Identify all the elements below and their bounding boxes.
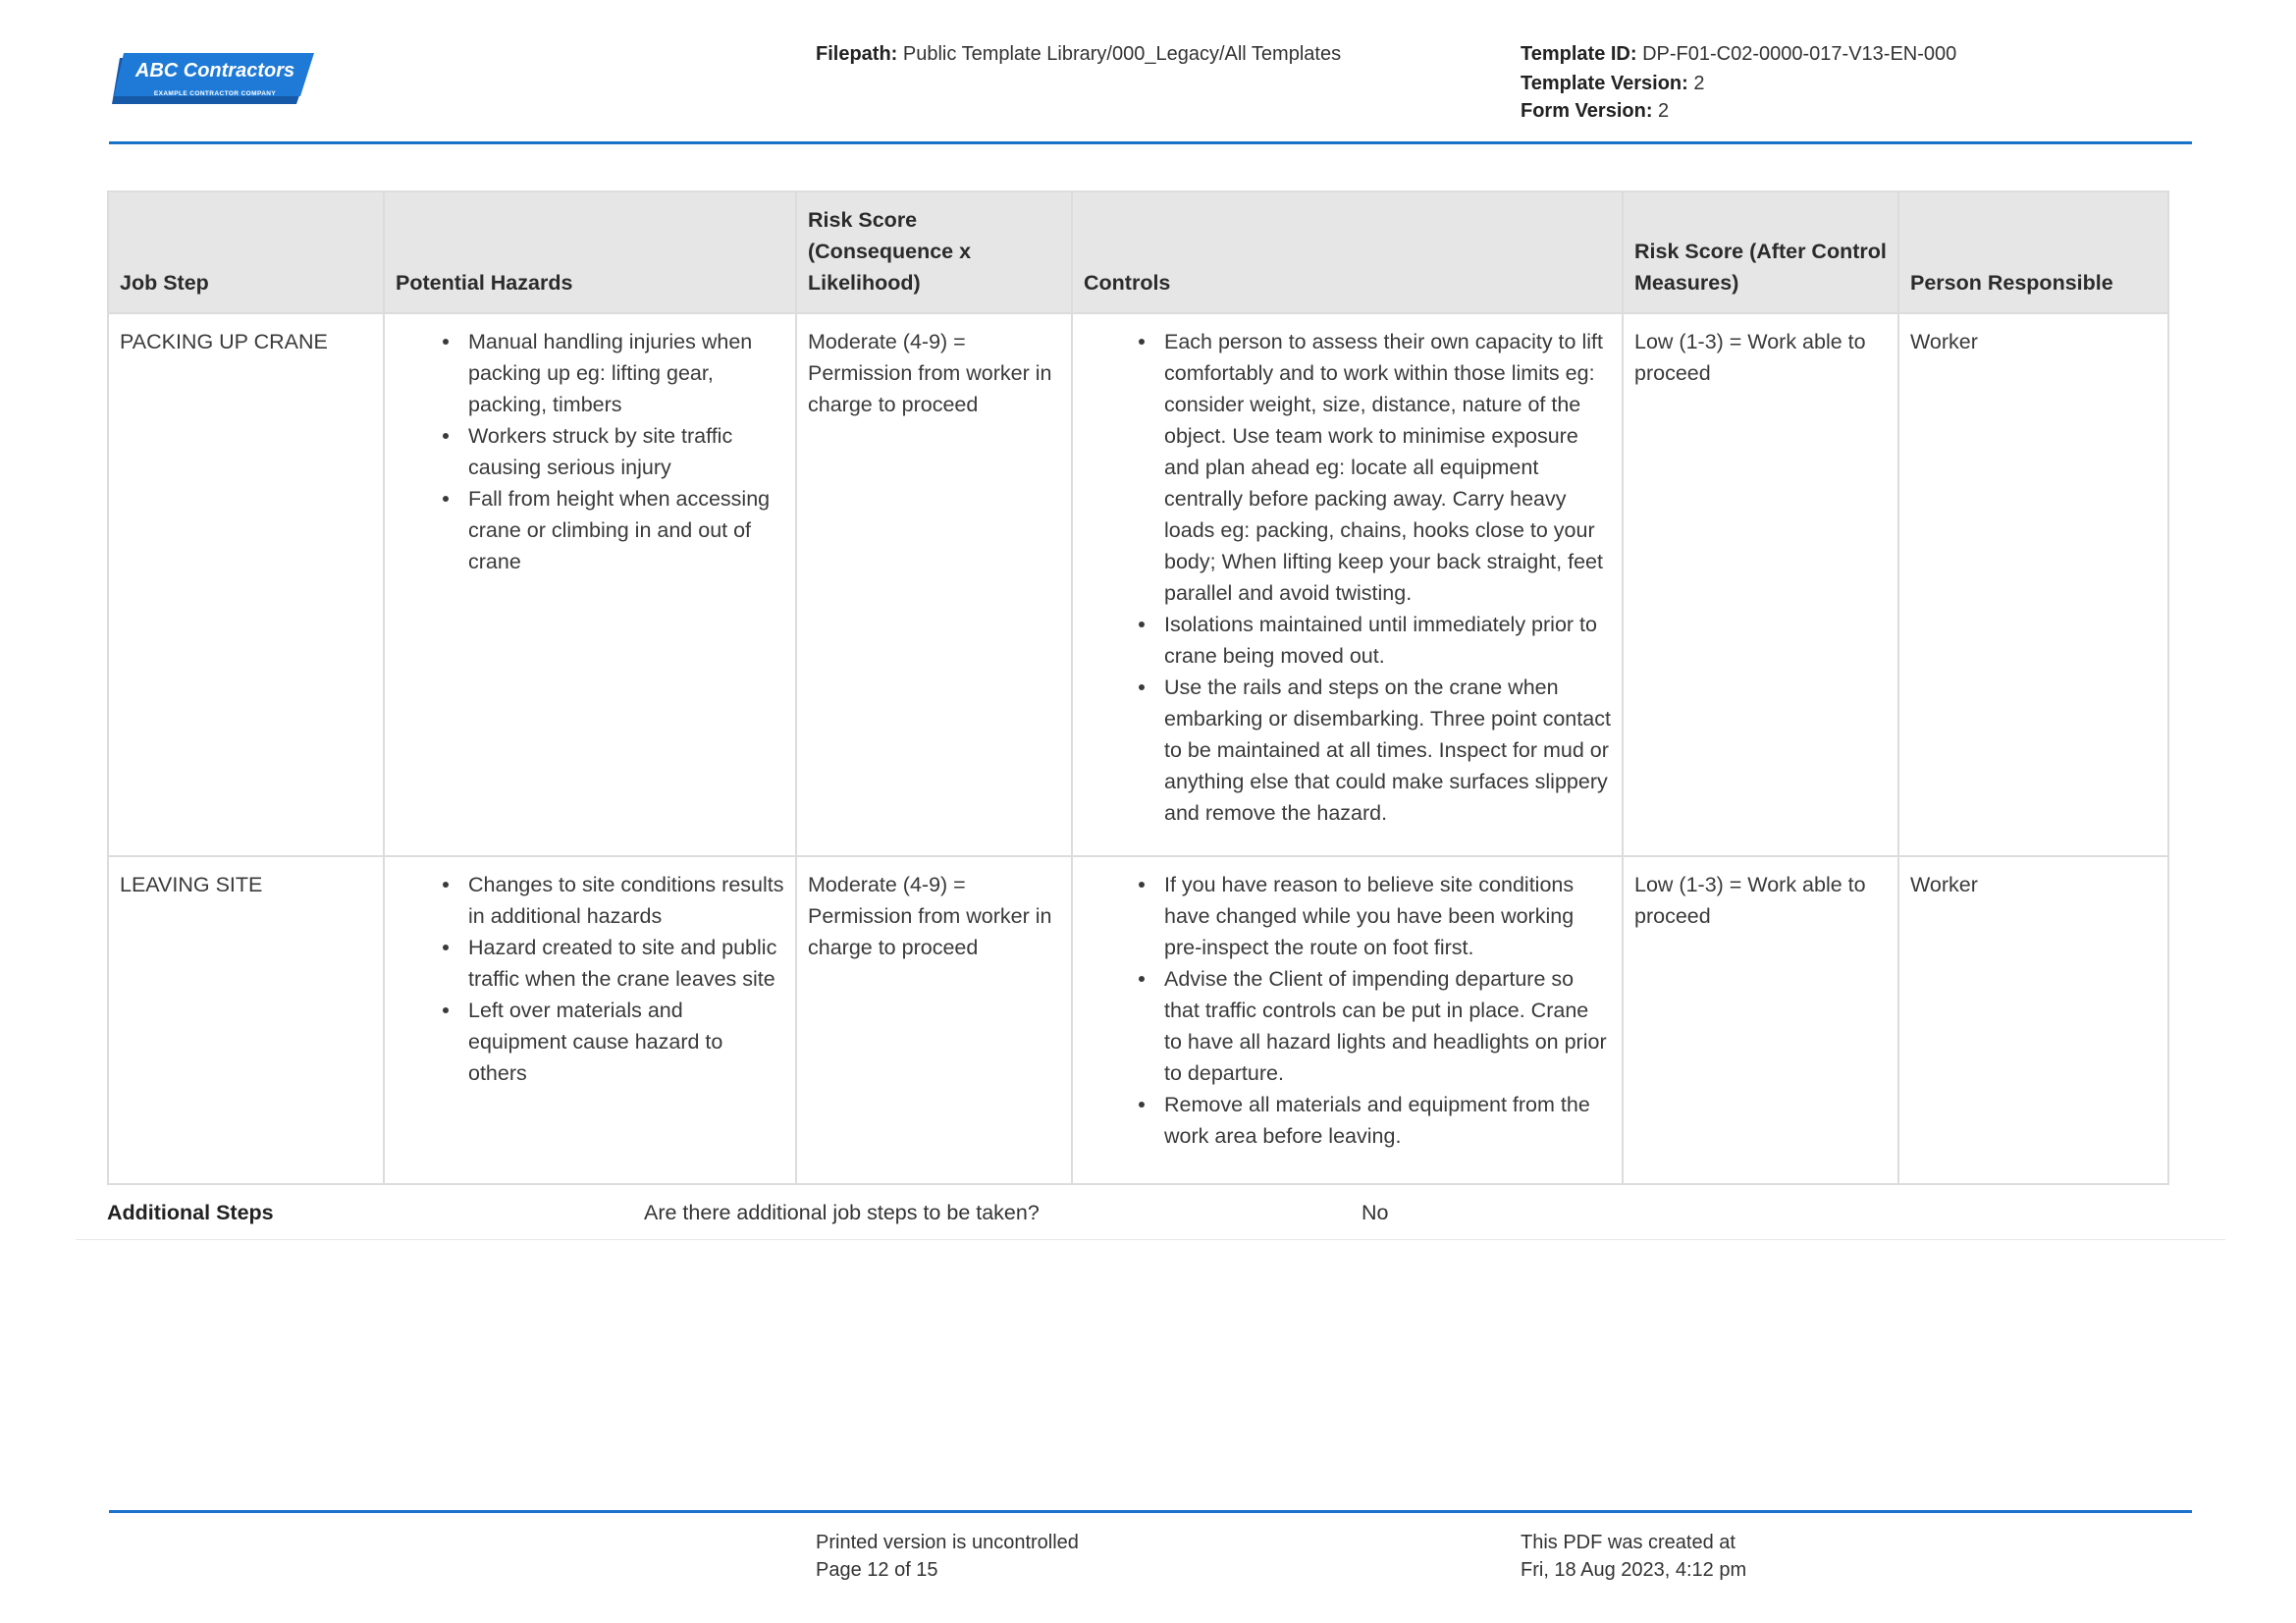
hazards-cell (384, 313, 796, 856)
template-id-value: DP-F01-C02-0000-017-V13-EN-000 (1642, 43, 1957, 65)
logo-title: ABC Contractors (134, 60, 295, 81)
job-step-cell: LEAVING SITE (108, 856, 384, 1184)
filepath-value: Public Template Library/000_Legacy/All Templates (902, 43, 1342, 65)
list-item: If you have reason to believe site conditions have changed while you have been working pre-inspect the route on foot first. (1164, 869, 1611, 963)
risk-score-cell: Moderate (4-9) = Permission from worker in charge to proceed (796, 313, 1072, 856)
column-header-person-responsible: Person Responsible (1898, 191, 2168, 313)
filepath-label: Filepath: (816, 43, 898, 65)
additional-steps-label: Additional Steps (107, 1201, 274, 1224)
person-responsible-cell: Worker (1898, 313, 2168, 856)
controls-cell (1072, 856, 1623, 1184)
footer-divider (109, 1510, 2192, 1513)
table-header-row (108, 191, 2168, 313)
form-version-label: Form Version: (1521, 100, 1653, 122)
risk-after-cell: Low (1-3) = Work able to proceed (1623, 856, 1898, 1184)
table-row (108, 856, 2168, 1184)
hazards-cell (384, 856, 796, 1184)
page-header (0, 0, 2296, 147)
controls-list (1164, 326, 1611, 829)
header-divider (109, 141, 2192, 144)
controls-cell (1072, 313, 1623, 856)
form-version-value: 2 (1658, 100, 1670, 122)
page-number: Page 12 of 15 (816, 1559, 938, 1581)
hazards-list (468, 869, 784, 1089)
additional-steps-answer: No (1362, 1201, 1389, 1224)
logo-subtitle: EXAMPLE CONTRACTOR COMPANY (153, 90, 277, 97)
form-version (1521, 97, 1669, 125)
column-header-potential-hazards: Potential Hazards (384, 191, 796, 313)
created-label: This PDF was created at (1521, 1532, 1735, 1553)
list-item: Use the rails and steps on the crane when embarking or disembarking. Three point contact to be maintained at all times. Inspect for mud or anything else that could make surfaces slippery and remove the hazard. (1164, 672, 1611, 829)
list-item: Changes to site conditions results in additional hazards (468, 869, 784, 932)
template-version-label: Template Version: (1521, 73, 1688, 94)
created-timestamp: Fri, 18 Aug 2023, 4:12 pm (1521, 1559, 1747, 1581)
column-header-job-step: Job Step (108, 191, 384, 313)
template-id-label: Template ID: (1521, 43, 1637, 65)
template-id (1521, 40, 1956, 68)
list-item: Hazard created to site and public traffic when the crane leaves site (468, 932, 784, 995)
job-safety-table (107, 190, 2169, 1185)
list-item: Workers struck by site traffic causing serious injury (468, 420, 784, 483)
additional-steps-question: Are there additional job steps to be taken? (644, 1201, 1040, 1224)
controls-list (1164, 869, 1611, 1152)
risk-after-cell: Low (1-3) = Work able to proceed (1623, 313, 1898, 856)
column-header-controls: Controls (1072, 191, 1623, 313)
section-divider (76, 1239, 2225, 1240)
list-item: Left over materials and equipment cause hazard to others (468, 995, 784, 1089)
filepath (816, 40, 1341, 68)
template-version (1521, 70, 1704, 97)
person-responsible-cell: Worker (1898, 856, 2168, 1184)
hazards-list (468, 326, 784, 577)
company-logo (110, 51, 316, 112)
column-header-risk-score: Risk Score (Consequence x Likelihood) (796, 191, 1072, 313)
list-item: Each person to assess their own capacity to lift comfortably and to work within those limits eg: consider weight, size, distance, nature of the object. Use team work to minimise exposure and plan ahead eg: locate all equipment centrally before packing away. Carry heavy loads eg: packing, chains, hooks close to your body; When lifting keep your back straight, feet parallel and avoid twisting. (1164, 326, 1611, 609)
job-step-cell: PACKING UP CRANE (108, 313, 384, 856)
list-item: Fall from height when accessing crane or climbing in and out of crane (468, 483, 784, 577)
list-item: Remove all materials and equipment from the work area before leaving. (1164, 1089, 1611, 1152)
list-item: Manual handling injuries when packing up eg: lifting gear, packing, timbers (468, 326, 784, 420)
risk-score-cell: Moderate (4-9) = Permission from worker in charge to proceed (796, 856, 1072, 1184)
uncontrolled-notice: Printed version is uncontrolled (816, 1532, 1079, 1553)
template-version-value: 2 (1693, 73, 1705, 94)
list-item: Advise the Client of impending departure so that traffic controls can be put in place. Crane to have all hazard lights and headlights on prior to departure. (1164, 963, 1611, 1089)
column-header-risk-score-after: Risk Score (After Control Measures) (1623, 191, 1898, 313)
list-item: Isolations maintained until immediately prior to crane being moved out. (1164, 609, 1611, 672)
table-row (108, 313, 2168, 856)
